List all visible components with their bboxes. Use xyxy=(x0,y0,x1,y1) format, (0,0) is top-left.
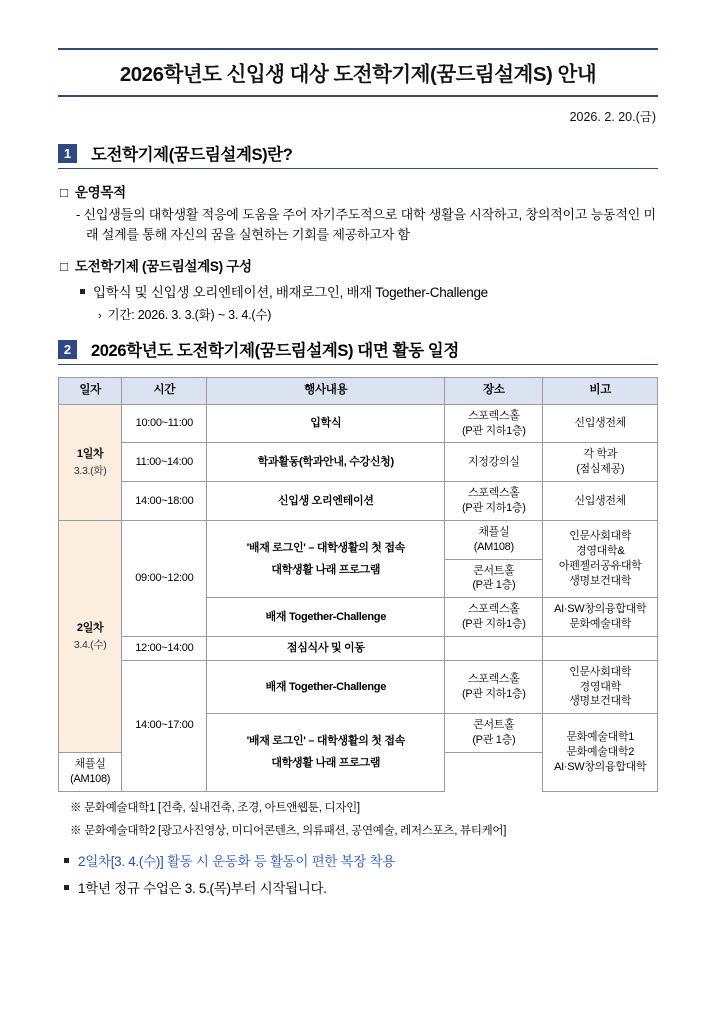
filled-square-icon xyxy=(80,289,85,294)
row3-time: 14:00~18:00 xyxy=(122,482,207,521)
closing-bullets xyxy=(58,850,658,897)
row1-note: 신입생전체 xyxy=(543,404,658,443)
row2-event: 학과활동(학과안내, 수강신청) xyxy=(207,443,445,482)
purpose-text: - 신입생들의 대학생활 적응에 도움을 주어 자기주도적으로 대학 생활을 시작하고, 창의적이고 능동적인 미래 설계를 통해 자신의 꿈을 실현하는 기회를 제공하고자 함 xyxy=(76,207,656,243)
row4-place-1: 채플실 (AM108) xyxy=(445,520,543,559)
row9-event-line2: 대학생활 나래 프로그램 xyxy=(271,756,381,769)
composition-item-label: 입학식 및 신입생 오리엔테이션, 배재로그인, 배재 Together-Challenge xyxy=(93,285,488,301)
row4-note: 인문사회대학 경영대학& 아펜젤러공유대학 생명보건대학 xyxy=(543,520,658,597)
table-row xyxy=(59,443,658,482)
section-title-2: 2026학년도 도전학기제(꿈드림설계S) 대면 활동 일정 xyxy=(91,342,459,361)
table-row xyxy=(59,404,658,443)
table-row xyxy=(59,482,658,521)
footnote-2: ※ 문화예술대학2 [광고사진영상, 미디어콘텐츠, 의류패션, 공연예술, 레저스포츠, 뷰티케어] xyxy=(70,824,507,837)
row1-place: 스포렉스홀 (P관 지하1층) xyxy=(445,404,543,443)
closing-bullet-1 xyxy=(64,850,658,870)
section-number-2: 2 xyxy=(58,340,77,359)
th-event: 행사내용 xyxy=(207,378,445,405)
document-date: 2026. 2. 20.(금) xyxy=(569,110,656,124)
row9-note: 문화예술대학1 문화예술대학2 AI·SW창의융합대학 xyxy=(543,714,658,791)
arrow-bullet-icon: › xyxy=(98,310,102,323)
day1-date: 3.3.(화) xyxy=(73,464,107,477)
row3-event: 신입생 오리엔테이션 xyxy=(207,482,445,521)
row8-place: 스포렉스홀 (P관 지하1층) xyxy=(445,660,543,714)
table-row xyxy=(59,636,658,660)
row9-event-line1: '배재 로그인' – 대학생활의 첫 접속 xyxy=(246,735,406,748)
footnote-1: ※ 문화예술대학1 [건축, 실내건축, 조경, 아트앤웹툰, 디자인] xyxy=(70,801,360,814)
closing-bullet-2 xyxy=(64,877,658,897)
row7-time: 12:00~14:00 xyxy=(122,636,207,660)
table-row xyxy=(59,660,658,714)
th-note: 비고 xyxy=(543,378,658,405)
row9-event xyxy=(207,714,445,791)
day1-label: 1일차 xyxy=(76,447,104,460)
row2-time: 11:00~14:00 xyxy=(122,443,207,482)
th-date: 일자 xyxy=(59,378,122,405)
composition-item xyxy=(80,281,658,301)
row3-note: 신입생전체 xyxy=(543,482,658,521)
square-bullet-icon: □ xyxy=(60,185,68,200)
title-block xyxy=(58,48,658,97)
section-title-1: 도전학기제(꿈드림설계S)란? xyxy=(91,146,293,164)
row7-event: 점심식사 및 이동 xyxy=(207,636,445,660)
row4-event-line1: '배재 로그인' – 대학생활의 첫 접속 xyxy=(246,541,406,554)
row6-note: AI·SW창의융합대학 문화예술대학 xyxy=(543,598,658,637)
section-number-1: 1 xyxy=(58,144,77,163)
table-header-row xyxy=(59,378,658,405)
row6-event: 배재 Together-Challenge xyxy=(207,598,445,637)
row9-place-1: 콘서트홀 (P관 1층) xyxy=(445,714,543,753)
filled-square-icon xyxy=(64,885,69,890)
composition-heading-label: 도전학기제 (꿈드림설계S) 구성 xyxy=(74,259,252,275)
row1-time: 10:00~11:00 xyxy=(122,404,207,443)
row7-place xyxy=(445,636,543,660)
day2-cell xyxy=(59,520,122,752)
row8-time: 14:00~17:00 xyxy=(122,660,207,791)
purpose-heading xyxy=(60,181,658,201)
row8-note: 인문사회대학 경영대학 생명보건대학 xyxy=(543,660,658,714)
closing-bullet-1-label: 2일차[3. 4.(수)] 활동 시 운동화 등 활동이 편한 복장 착용 xyxy=(78,853,395,869)
table-row xyxy=(59,520,658,559)
row2-place: 지정강의실 xyxy=(445,443,543,482)
square-bullet-icon: □ xyxy=(60,259,68,275)
page-title: 2026학년도 신입생 대상 도전학기제(꿈드림설계S) 안내 xyxy=(119,63,597,86)
row4-event-line2: 대학생활 나래 프로그램 xyxy=(271,563,381,576)
day1-cell xyxy=(59,404,122,520)
day2-label: 2일차 xyxy=(76,621,104,634)
row1-event: 입학식 xyxy=(207,404,445,443)
th-time: 시간 xyxy=(122,378,207,405)
row8-event: 배재 Together-Challenge xyxy=(207,660,445,714)
purpose-heading-label: 운영목적 xyxy=(74,185,126,200)
day2-date: 3.4.(수) xyxy=(73,638,107,651)
th-place: 장소 xyxy=(445,378,543,405)
section-heading-1 xyxy=(58,141,658,169)
row3-place: 스포렉스홀 (P관 지하1층) xyxy=(445,482,543,521)
row6-place: 스포렉스홀 (P관 지하1층) xyxy=(445,598,543,637)
row7-note xyxy=(543,636,658,660)
row10-place-2: 채플실 (AM108) xyxy=(59,752,122,791)
row2-note: 각 학과 (점심제공) xyxy=(543,443,658,482)
period-label: 기간: 2026. 3. 3.(화) ~ 3. 4.(수) xyxy=(107,308,272,323)
period-item xyxy=(98,305,658,323)
filled-square-icon xyxy=(64,858,69,863)
row4-event xyxy=(207,520,445,597)
composition-heading xyxy=(60,255,658,275)
section-heading-2 xyxy=(58,337,658,365)
schedule-table xyxy=(58,377,658,791)
closing-bullet-2-label: 1학년 정규 수업은 3. 5.(목)부터 시작됩니다. xyxy=(78,880,327,896)
row5-place-2: 콘서트홀 (P관 1층) xyxy=(445,559,543,598)
row4-time: 09:00~12:00 xyxy=(122,520,207,636)
